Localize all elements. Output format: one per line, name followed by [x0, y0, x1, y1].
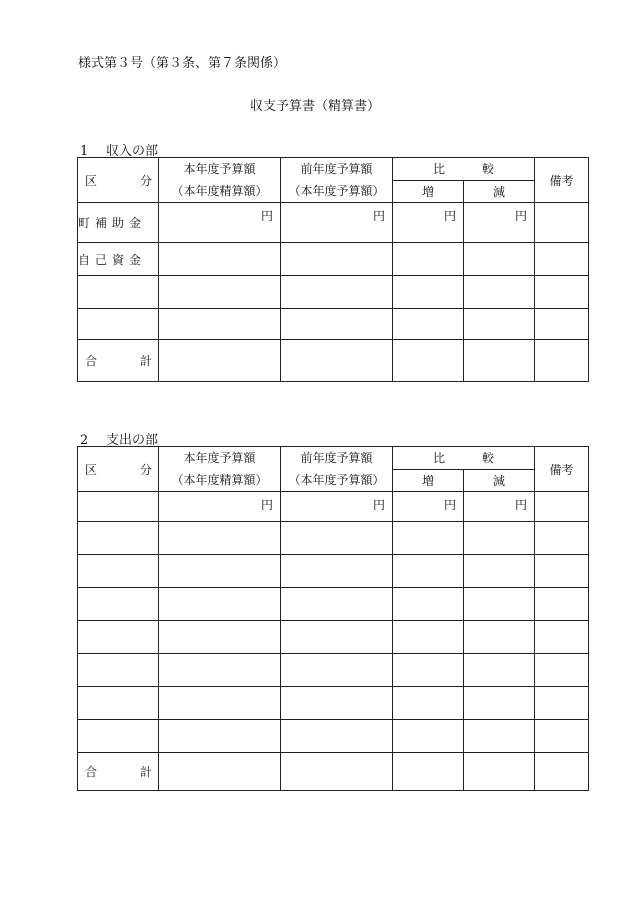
header-comparison: 比 較 [393, 447, 535, 470]
unit-label: 円 [281, 203, 393, 243]
header-current-year: 本年度予算額 （本年度精算額） [159, 447, 281, 492]
form-number: 様式第３号（第３条、第７条関係） [78, 56, 287, 71]
header-remarks: 備考 [535, 158, 589, 203]
table-row [78, 243, 589, 276]
table-row [78, 720, 589, 753]
table-row [78, 492, 589, 522]
unit-label: 円 [393, 492, 464, 522]
header-category: 区 分 [78, 158, 159, 203]
row-label [78, 621, 159, 654]
row-label [78, 492, 159, 522]
header-current-year: 本年度予算額 （本年度精算額） [159, 158, 281, 203]
row-label [78, 309, 159, 340]
header-category: 区 分 [78, 447, 159, 492]
row-label: 町補助金 [78, 203, 159, 243]
row-label [78, 588, 159, 621]
table-row [78, 654, 589, 687]
table-row [78, 309, 589, 340]
unit-label: 円 [281, 492, 393, 522]
table-row [78, 621, 589, 654]
unit-label: 円 [159, 492, 281, 522]
total-label: 合 計 [78, 340, 159, 382]
table-row [78, 687, 589, 720]
row-label [78, 687, 159, 720]
income-table [77, 157, 589, 382]
header-previous-year: 前年度予算額 （本年度予算額） [281, 447, 393, 492]
table-row [78, 522, 589, 555]
table-cell [535, 203, 589, 243]
unit-label: 円 [159, 203, 281, 243]
row-label [78, 720, 159, 753]
total-row [78, 340, 589, 382]
header-increase: 増 [393, 180, 464, 203]
table-row [78, 203, 589, 243]
row-label [78, 522, 159, 555]
table-cell [535, 492, 589, 522]
unit-label: 円 [464, 203, 535, 243]
row-label [78, 555, 159, 588]
row-label: 自己資金 [78, 243, 159, 276]
expense-section-label: 支出の部 [106, 433, 159, 448]
total-row [78, 753, 589, 791]
table-row [78, 588, 589, 621]
income-section-number: 1 [80, 144, 89, 159]
total-label: 合 計 [78, 753, 159, 791]
row-label [78, 276, 159, 309]
document-title: 収支予算書（精算書） [249, 99, 380, 114]
income-section-label: 収入の部 [106, 144, 159, 159]
header-decrease: 減 [464, 469, 535, 492]
unit-label: 円 [393, 203, 464, 243]
header-remarks: 備考 [535, 447, 589, 492]
expense-table [77, 446, 589, 791]
header-decrease: 減 [464, 180, 535, 203]
table-row [78, 276, 589, 309]
table-row [78, 555, 589, 588]
header-increase: 増 [393, 469, 464, 492]
expense-section-number: 2 [80, 433, 89, 448]
unit-label: 円 [464, 492, 535, 522]
header-comparison: 比 較 [393, 158, 535, 181]
header-previous-year: 前年度予算額 （本年度予算額） [281, 158, 393, 203]
row-label [78, 654, 159, 687]
